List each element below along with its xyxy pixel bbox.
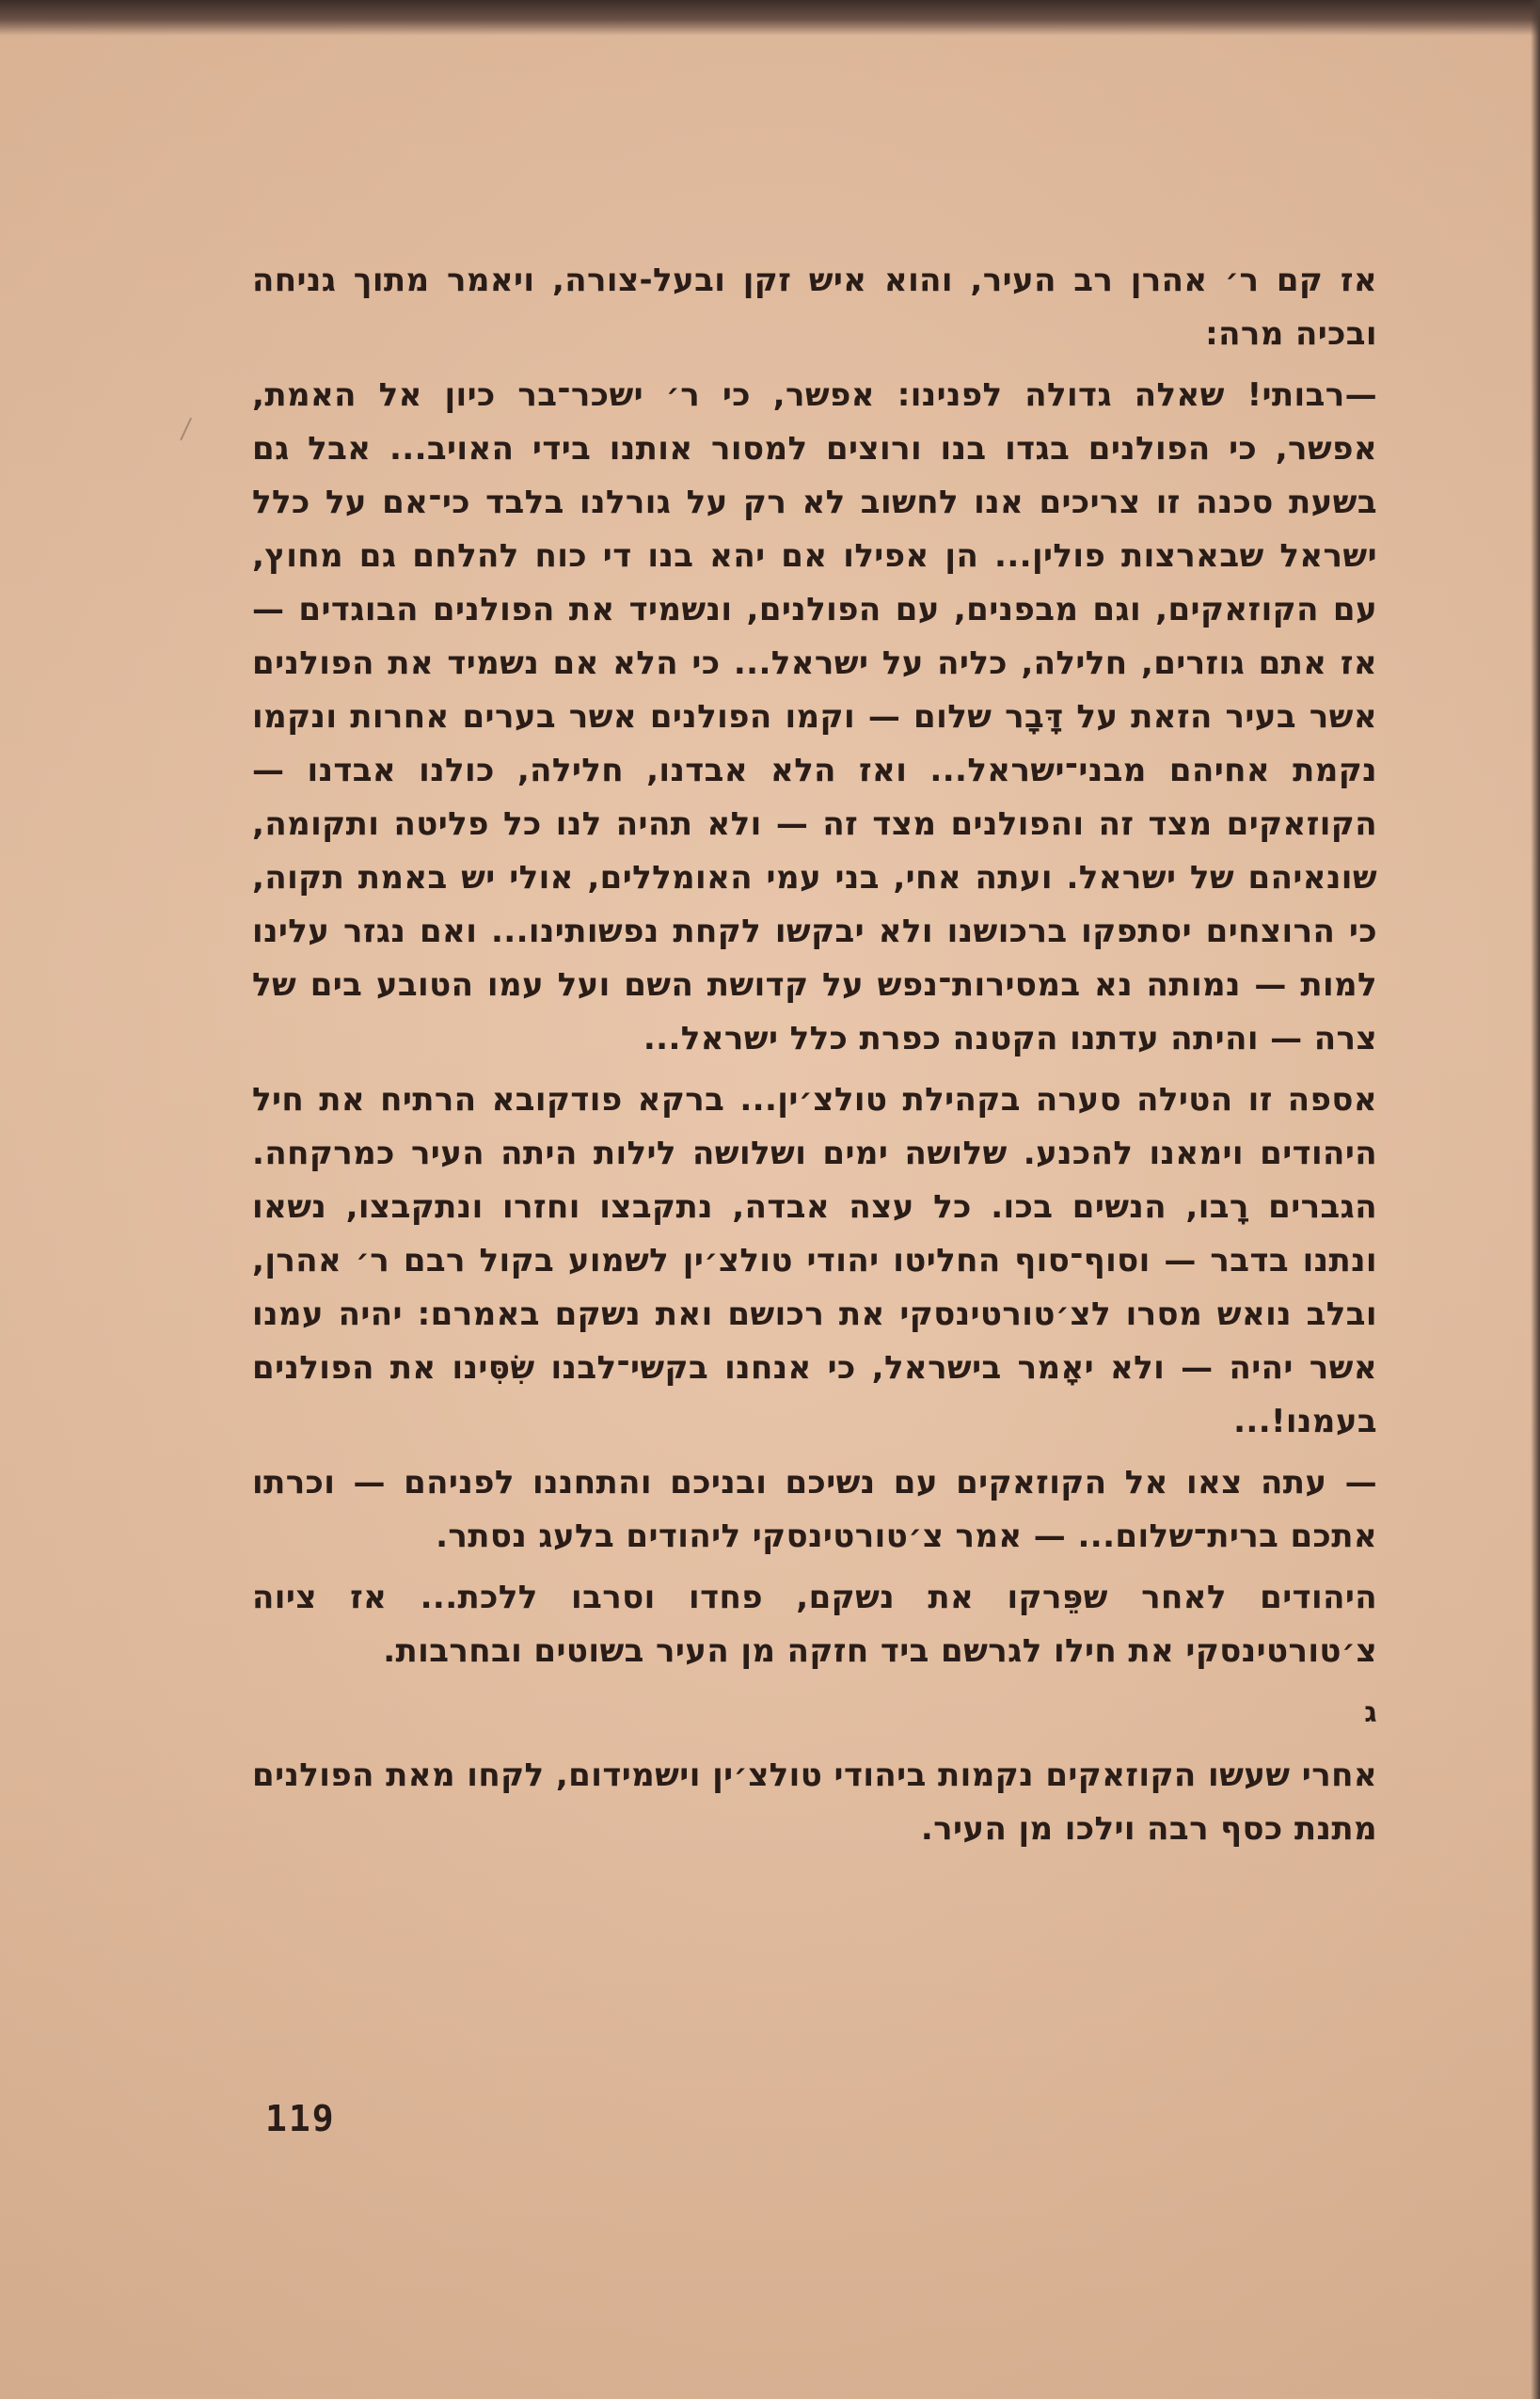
page-right-edge xyxy=(1531,0,1540,2399)
paragraph-expulsion: היהודים לאחר שפֵּרקו את נשקם, פחדו וסרבו ללכת... אז ציוה צ׳טורטינסקי את חילו לגרשם ביד חזקה מן העיר בשוטים ובחרבות. xyxy=(252,1579,1377,1670)
paragraph-closing: אחרי שעשו הקוזאקים נקמות ביהודי טולצ׳ין וישמידום, לקחו מאת הפולנים מתנת כסף רבה וילכו מן העיר. xyxy=(252,1756,1377,1848)
paragraph-speech-czetwertynski: — עתה צאו אל הקוזאקים עם נשיכם ובניכם והתחננו לפניהם — וכרתו אתכם ברית־שלום... — אמר צ׳טורטינסקי ליהודים בלעג נסתר. xyxy=(252,1464,1377,1555)
paragraph-narrative: אספה זו הטילה סערה בקהילת טולצ׳ין... ברקא פודקובא הרתיח את חיל היהודים וימאנו להכנע. שלושה ימים ושלושה לילות היתה העיר כמרקחה. הגברים רָבו, הנשים בכו. כל עצה אבדה, נתקבצו וחזרו ונתקבצו, נשאו ונתנו בדבר — וסוף־סוף החליטו יהודי טולצ׳ין לשמוע בקול רבם ר׳ אהרן, ובלב נואש מסרו לצ׳טורטינסקי את רכושם ואת נשקם באמרם: יהיה עמנו אשר יהיה — ולא יאָמר בישראל, כי אנחנו בקשי־לבנו שִׂסִּינו את הפולנים בעמנו!... xyxy=(252,1081,1377,1440)
page-number: 119 xyxy=(265,2098,336,2139)
paper-mark xyxy=(180,418,203,446)
main-text xyxy=(252,254,1377,1864)
paragraph-opening: אז קם ר׳ אהרן רב העיר, והוא איש זקן ובעל-צורה, ויאמר מתוך גניחה ובכיה מרה: xyxy=(252,262,1377,353)
page-top-shadow xyxy=(0,0,1540,36)
section-letter: ג xyxy=(1364,1696,1377,1729)
paragraph-speech-rabbi: —רבותי! שאלה גדולה לפנינו: אפשר, כי ר׳ ישכר־בר כיון אל האמת, אפשר, כי הפולנים בגדו בנו ורוצים למסור אותנו בידי האויב... אבל גם בשעת סכנה זו צריכים אנו לחשוב לא רק על גורלנו בלבד כי־אם על כלל ישראל שבארצות פולין... הן אפילו אם יהא בנו די כוח להלחם גם מחוץ, עם הקוזאקים, וגם מבפנים, עם הפולנים, ונשמיד את הפולנים הבוגדים — אז אתם גוזרים, חלילה, כליה על ישראל... כי הלא אם נשמיד את הפולנים אשר בעיר הזאת על דָּבָר שלום — וקמו הפולנים אשר בערים אחרות ונקמו נקמת אחיהם מבני־ישראל... ואז הלא אבדנו, חלילה, כולנו אבדנו — הקוזאקים מצד זה והפולנים מצד זה — ולא תהיה לנו כל פליטה ותקומה, שונאיהם של ישראל. ועתה אחי, בני עמי האומללים, אולי יש באמת תקוה, כי הרוצחים יסתפקו ברכושנו ולא יבקשו לקחת נפשותינו... ואם נגזר עלינו למות — נמותה נא במסירות־נפש על קדושת השם ועל עמו הטובע בים של צרה — והיתה עדתנו הקטנה כפרת כלל ישראל... xyxy=(252,376,1377,1057)
